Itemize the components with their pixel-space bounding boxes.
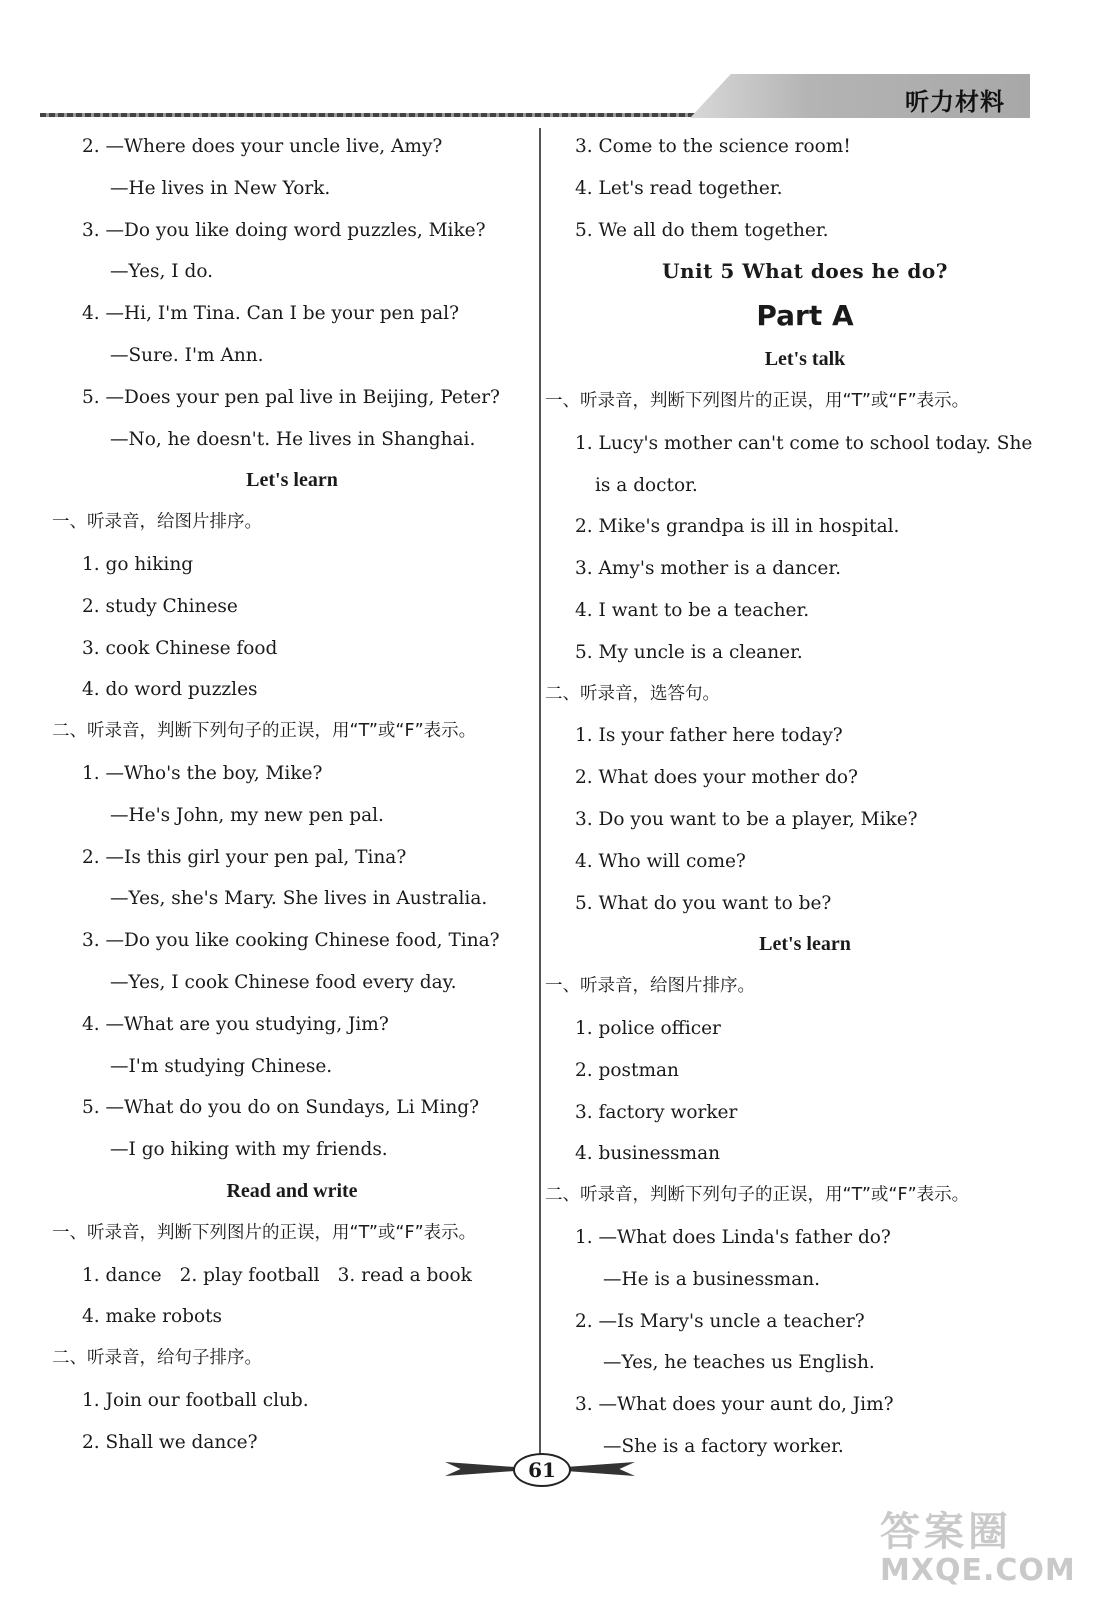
exercise-instruction: 一、听录音，给图片排序。 — [545, 976, 755, 997]
dialog-line: —She is a factory worker. — [603, 1435, 844, 1457]
unit-title: Unit 5 What does he do? — [662, 259, 948, 284]
page-number: 61 — [513, 1453, 571, 1487]
dialog-line: —Yes, I do. — [110, 261, 214, 283]
exercise-instruction: 一、听录音，判断下列图片的正误，用“T”或“F”表示。 — [545, 390, 970, 411]
list-item: 3. Come to the science room! — [575, 136, 851, 157]
section-heading-lets-learn: Let's learn — [759, 933, 851, 956]
list-item: 2. postman — [575, 1059, 679, 1081]
list-item: 4. Who will come? — [575, 850, 746, 872]
dialog-line: —He's John, my new pen pal. — [110, 804, 384, 826]
right-column — [545, 126, 1065, 1468]
dialog-line: —He lives in New York. — [110, 177, 331, 199]
list-item: 5. My uncle is a cleaner. — [575, 641, 803, 663]
exercise-instruction: 一、听录音，给图片排序。 — [52, 512, 262, 533]
list-item: 3. factory worker — [575, 1101, 738, 1123]
list-item: 2. study Chinese — [82, 595, 238, 617]
site-watermark — [880, 1500, 1090, 1590]
list-item: 2. Mike's grandpa is ill in hospital. — [575, 516, 900, 538]
list-item: 5. We all do them together. — [575, 219, 829, 241]
list-item: 2. What does your mother do? — [575, 767, 858, 789]
list-item: 3. Do you want to be a player, Mike? — [575, 808, 918, 830]
dialog-line: 4. —What are you studying, Jim? — [82, 1013, 389, 1035]
dialog-line: —I go hiking with my friends. — [110, 1139, 388, 1161]
list-item: 2. play football — [179, 1264, 320, 1286]
column-divider — [539, 128, 541, 1463]
dialog-line: 3. —What does your aunt do, Jim? — [575, 1394, 894, 1416]
section-heading-lets-learn: Let's learn — [246, 469, 338, 492]
list-item: 4. do word puzzles — [82, 679, 258, 701]
dialog-line: 5. —Does your pen pal live in Beijing, Peter? — [82, 386, 500, 408]
list-item: 4. Let's read together. — [575, 177, 783, 199]
dialog-line: 2. —Is this girl your pen pal, Tina? — [82, 846, 407, 868]
list-item: 3. read a book — [337, 1264, 472, 1286]
exercise-instruction: 二、听录音，判断下列句子的正误，用“T”或“F”表示。 — [52, 721, 477, 742]
list-item: 1. Is your father here today? — [575, 725, 843, 747]
dialog-line: 3. —Do you like cooking Chinese food, Tina? — [82, 930, 500, 952]
list-item-continuation: is a doctor. — [595, 474, 698, 496]
section-heading-read-and-write: Read and write — [226, 1179, 358, 1202]
list-item: 1. police officer — [575, 1017, 721, 1039]
dialog-line: —I'm studying Chinese. — [110, 1055, 333, 1077]
list-item: 4. businessman — [575, 1143, 721, 1165]
dialog-line: —Yes, he teaches us English. — [603, 1352, 875, 1374]
list-item: 3. Amy's mother is a dancer. — [575, 558, 842, 580]
list-item: 1. go hiking — [82, 553, 194, 575]
list-item: 2. Shall we dance? — [82, 1431, 258, 1453]
watermark-en: MXQE.COM — [880, 1553, 1076, 1588]
list-item: 1. Join our football club. — [82, 1389, 309, 1411]
list-item: 4. I want to be a teacher. — [575, 599, 810, 621]
exercise-instruction: 二、听录音，给句子排序。 — [52, 1348, 262, 1369]
dialog-line: 2. —Where does your uncle live, Amy? — [82, 136, 443, 157]
list-item: 5. What do you want to be? — [575, 892, 832, 914]
list-item: 1. dance — [82, 1264, 162, 1286]
dialog-line: —Sure. I'm Ann. — [110, 344, 264, 366]
exercise-instruction: 二、听录音，选答句。 — [545, 683, 720, 704]
dialog-line: —He is a businessman. — [603, 1268, 821, 1290]
list-item: 1. Lucy's mother can't come to school today. She — [575, 432, 1033, 454]
exercise-instruction: 一、听录音，判断下列图片的正误，用“T”或“F”表示。 — [52, 1222, 477, 1243]
ornament-wing-left — [445, 1462, 523, 1476]
dialog-line: 5. —What do you do on Sundays, Li Ming? — [82, 1097, 480, 1119]
dialog-line: 1. —What does Linda's father do? — [575, 1226, 891, 1248]
part-title: Part A — [756, 299, 854, 333]
list-row — [52, 1255, 532, 1297]
watermark-cn: 答案圈 — [880, 1509, 1012, 1555]
section-heading-lets-talk: Let's talk — [764, 348, 846, 371]
exercise-instruction: 二、听录音，判断下列句子的正误，用“T”或“F”表示。 — [545, 1185, 970, 1206]
dialog-line: 4. —Hi, I'm Tina. Can I be your pen pal? — [82, 303, 459, 325]
dialog-line: —Yes, she's Mary. She lives in Australia. — [110, 888, 488, 910]
list-item: 3. cook Chinese food — [82, 637, 278, 659]
left-column — [52, 126, 532, 1464]
page-section-title: 听力材料 — [905, 88, 1005, 116]
dialog-line: 3. —Do you like doing word puzzles, Mike? — [82, 219, 486, 241]
dialog-line: 2. —Is Mary's uncle a teacher? — [575, 1310, 865, 1332]
list-item: 4. make robots — [82, 1306, 223, 1328]
dialog-line: —Yes, I cook Chinese food every day. — [110, 971, 457, 993]
page-number-ornament — [445, 1453, 635, 1487]
dialog-line: 1. —Who's the boy, Mike? — [82, 762, 323, 784]
dialog-line: —No, he doesn't. He lives in Shanghai. — [110, 428, 476, 450]
